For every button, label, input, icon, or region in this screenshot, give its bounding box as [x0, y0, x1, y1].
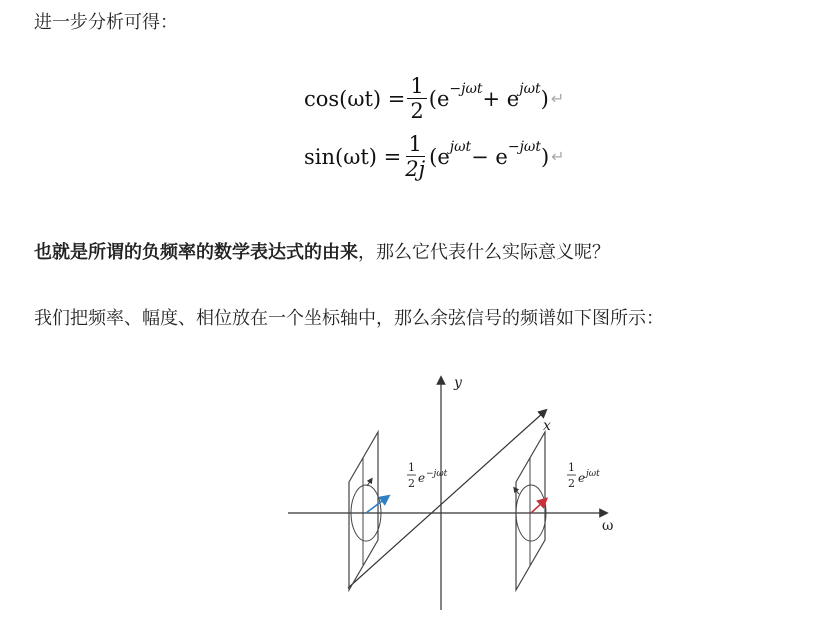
left-vector: [366, 498, 386, 513]
left-exp-sup: −jωt: [426, 469, 448, 479]
sin-frac-den: 2j: [405, 157, 426, 181]
y-axis-label: y: [454, 375, 462, 391]
cos-mid: + e: [482, 86, 520, 111]
right-vector: [531, 501, 544, 513]
omega-axis-label: ω: [602, 518, 614, 534]
left-frac-den: 2: [408, 477, 415, 490]
meaning-rest-text: ，那么它代表什么实际意义呢？: [358, 242, 610, 263]
cos-exp2: jωt: [519, 80, 541, 97]
cos-frac-den: 2: [410, 99, 424, 123]
cos-fraction: [407, 74, 426, 123]
left-frac-num: 1: [408, 461, 415, 474]
sin-frac-num: 1: [406, 132, 425, 157]
x-axis: [348, 412, 544, 588]
sin-mid: − e: [471, 144, 508, 169]
spectrum-diagram: [286, 370, 626, 620]
cos-exp1: −jωt: [449, 80, 483, 97]
cos-formula: [304, 74, 564, 123]
return-mark-icon: ↵: [551, 147, 565, 166]
sin-exp2: −jωt: [507, 138, 541, 155]
return-mark-icon: ↵: [550, 89, 565, 108]
x-axis-label: x: [543, 418, 551, 434]
spectrum-paragraph: 我们把频率、幅度、相位放在一个坐标轴中，那么余弦信号的频谱如下图所示：: [34, 308, 664, 329]
cos-open: (e: [428, 86, 450, 111]
sin-close: ): [540, 144, 550, 169]
right-exp-base: e: [578, 471, 586, 485]
right-frac-den: 2: [568, 477, 575, 490]
sin-fraction: [403, 132, 427, 181]
right-exp-sup: jωt: [586, 469, 600, 479]
cos-close: ): [540, 86, 549, 111]
meaning-bold-text: 也就是所谓的负频率的数学表达式的由来: [34, 242, 358, 263]
cos-frac-num: 1: [407, 74, 426, 99]
cos-lhs: cos(ωt) =: [304, 86, 406, 111]
sin-lhs: sin(ωt) =: [304, 144, 402, 169]
left-exp-base: e: [418, 471, 426, 485]
meaning-paragraph: [34, 240, 610, 266]
right-frac-num: 1: [568, 461, 575, 474]
sin-exp1: jωt: [449, 138, 472, 155]
intro-text: 进一步分析可得：: [34, 12, 178, 33]
sin-open: (e: [429, 144, 450, 169]
sin-formula: [304, 132, 565, 181]
